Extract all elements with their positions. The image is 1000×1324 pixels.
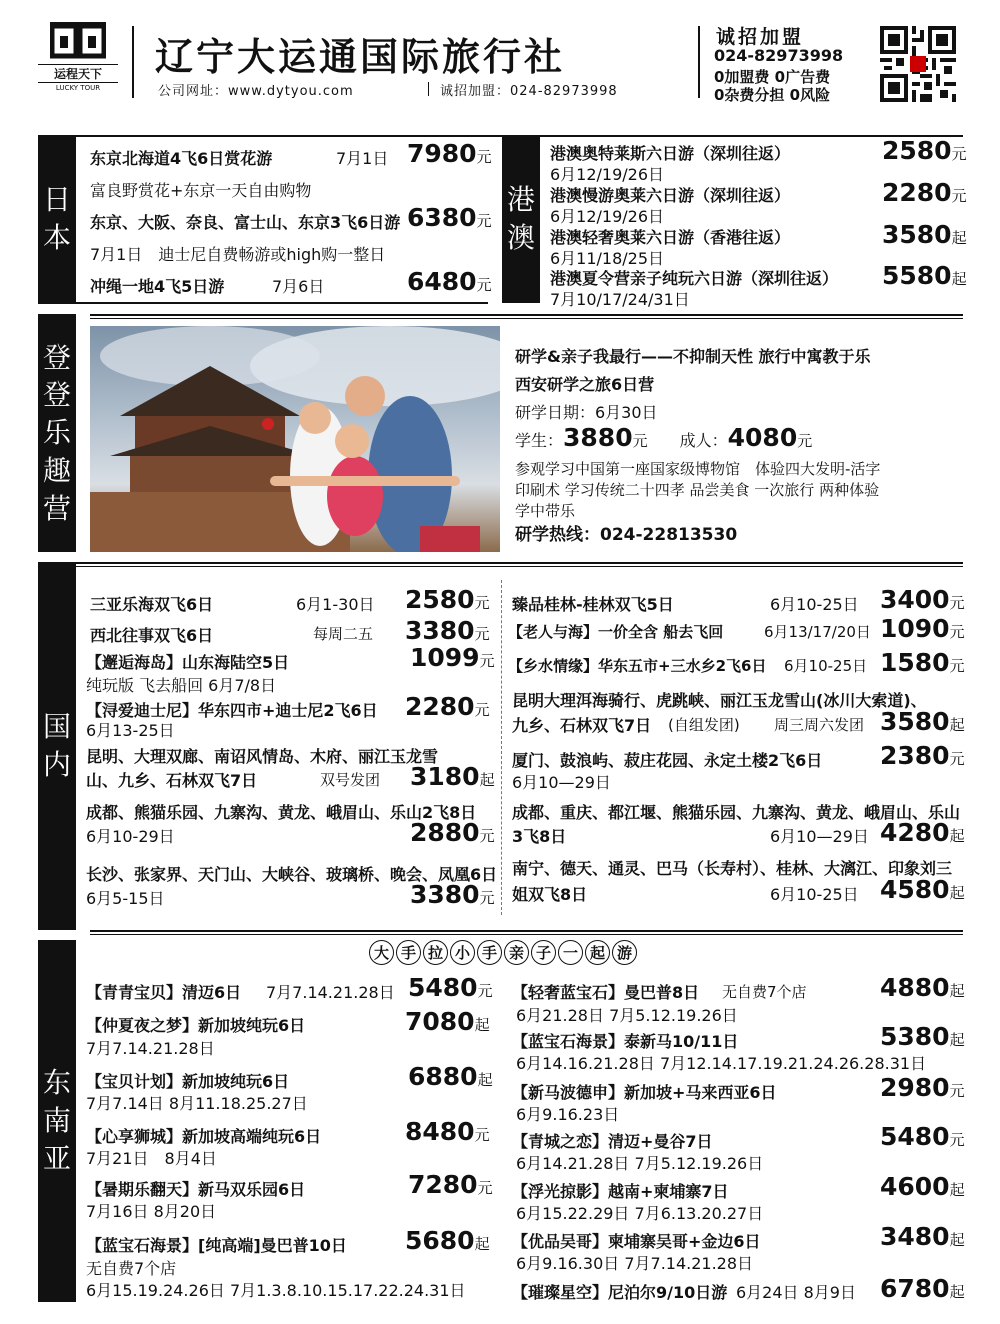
japan-note-2: 7月1日 迪士尼自费畅游或high购一整日 bbox=[90, 245, 386, 264]
benefit-2: 0杂费分担 0风险 bbox=[714, 86, 831, 104]
hkmo-label: 港 澳 bbox=[502, 135, 540, 303]
camp-desc-3: 学中带乐 bbox=[515, 502, 576, 520]
camp-desc-1: 参观学习中国第一座国家级博物馆 体验四大发明-活字 bbox=[515, 460, 881, 478]
camp-date: 研学日期：6月30日 bbox=[515, 403, 658, 422]
agency-title: 辽宁大运通国际旅行社 bbox=[155, 34, 566, 79]
logo-en: LUCKY TOUR bbox=[55, 84, 101, 92]
price: 7980元 bbox=[407, 139, 492, 168]
website: 公司网址：www.dytyou.com bbox=[158, 84, 354, 99]
japan-note-1: 富良野赏花+东京一天自由购物 bbox=[90, 181, 312, 200]
qr-code bbox=[880, 26, 956, 102]
join-title: 诚招加盟 bbox=[716, 26, 805, 48]
benefit-1: 0加盟费 0广告费 bbox=[714, 68, 831, 86]
sea-label: 东 南 亚 bbox=[38, 940, 76, 1302]
join-phone: 024-82973998 bbox=[714, 46, 844, 65]
camp-label: 登 登 乐 趣 营 bbox=[38, 314, 76, 552]
logo-cn: 运程天下 bbox=[38, 64, 118, 83]
join-line: 诚招加盟：024-82973998 bbox=[440, 84, 618, 99]
sea-banner: 大 手 拉 小 手 亲 子 一 起 游 bbox=[368, 940, 638, 965]
camp-headline: 研学&亲子我最行——不抑制天性 旅行中寓教于乐 bbox=[515, 347, 871, 366]
camp-desc-2: 印刷术 学习传统二十四孝 品尝美食 一次旅行 两种体验 bbox=[515, 481, 880, 499]
logo bbox=[38, 22, 118, 97]
camp-prices: 学生： 3880 元 成人： 4080 元 bbox=[515, 423, 813, 452]
camp-photo bbox=[90, 326, 500, 552]
logo-icon bbox=[50, 22, 106, 62]
camp-title: 西安研学之旅6日营 bbox=[515, 375, 655, 394]
japan-label: 日 本 bbox=[38, 135, 76, 303]
qr-code-icon bbox=[880, 26, 956, 102]
camp-hotline: 研学热线：024-22813530 bbox=[515, 525, 738, 545]
domestic-label: 国 内 bbox=[38, 562, 76, 930]
